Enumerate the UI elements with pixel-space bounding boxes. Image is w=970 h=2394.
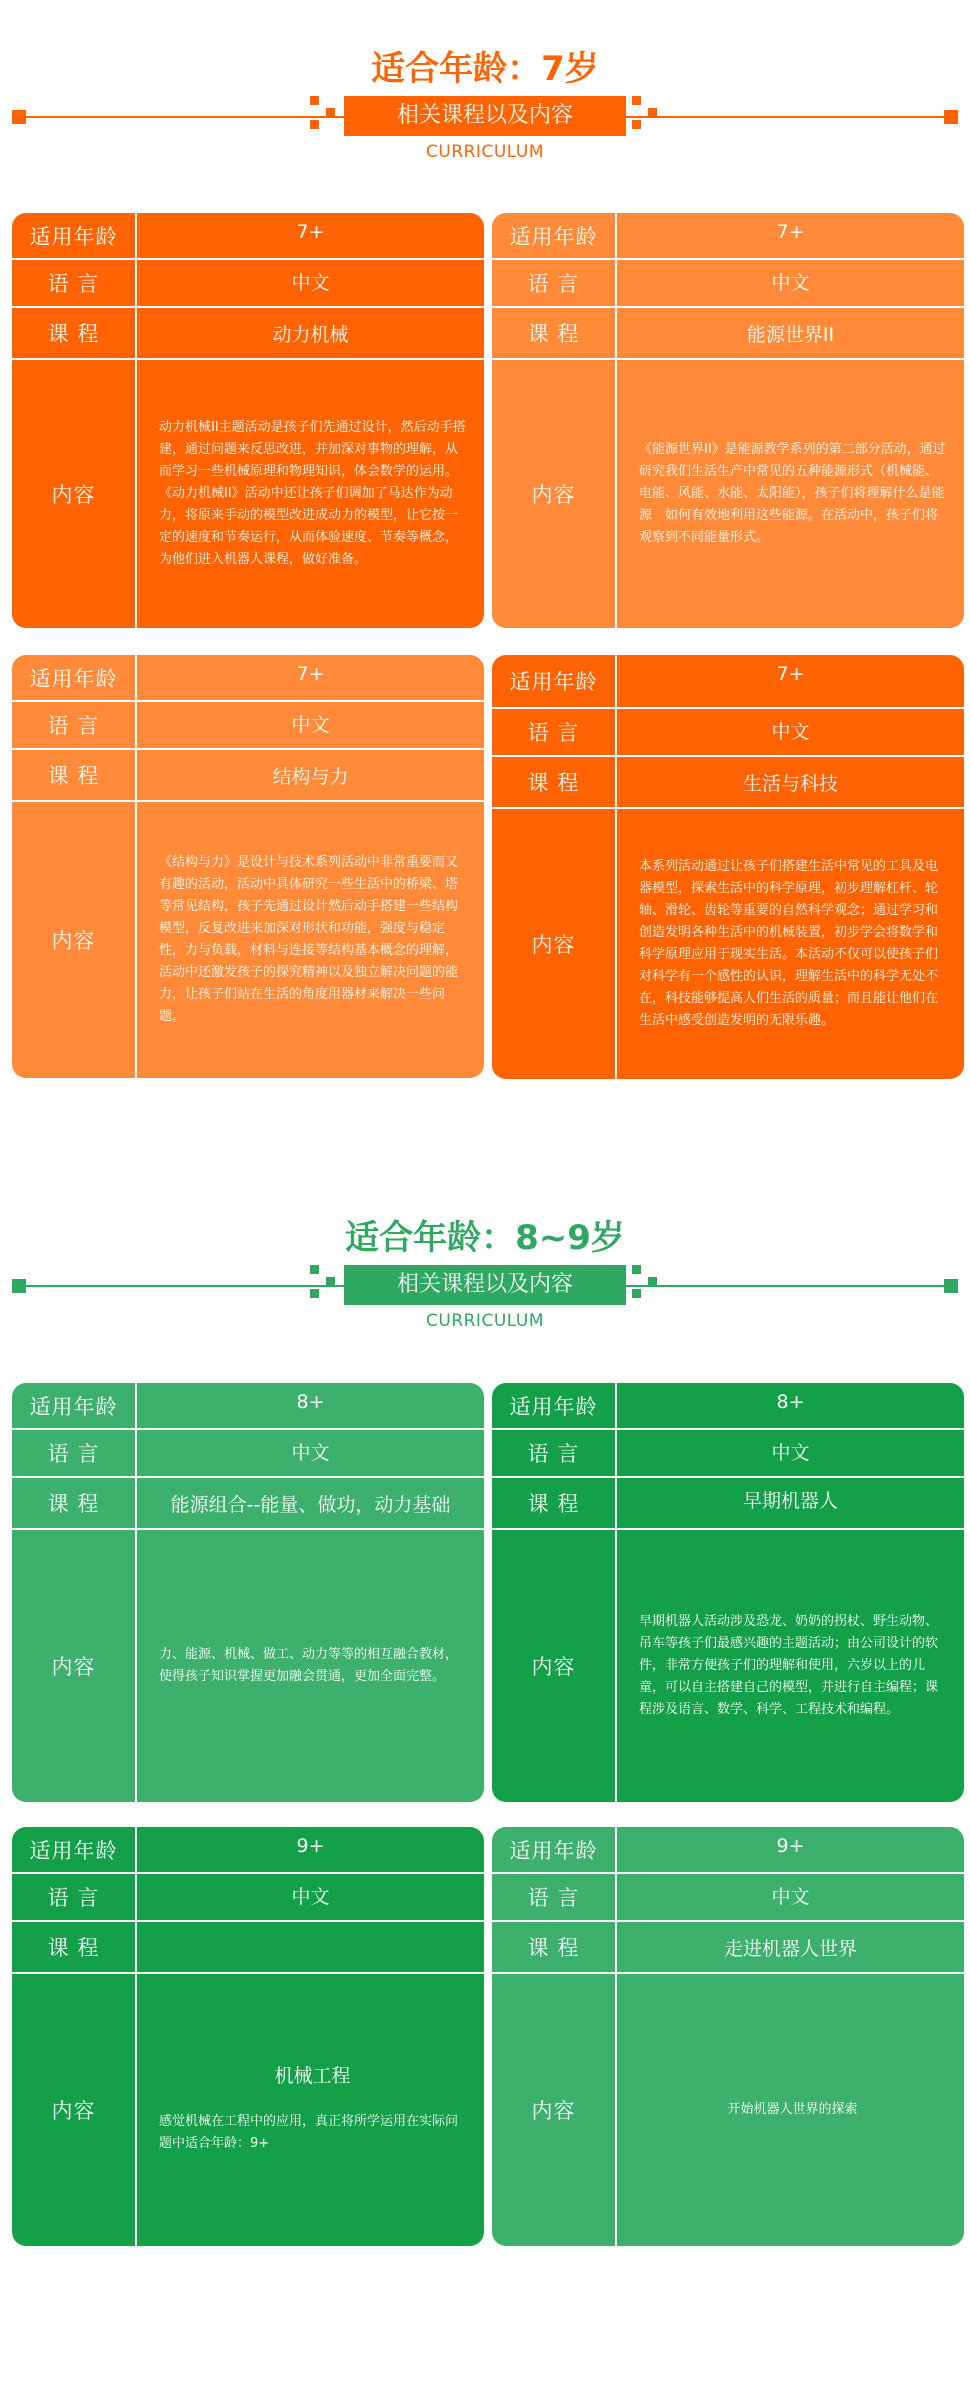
language-row [12, 260, 484, 308]
language-value: 中文 [291, 714, 330, 736]
age-label: 适用年龄 [12, 213, 137, 258]
section-banner: 相关课程以及内容 [344, 1265, 626, 1305]
course-card [492, 1827, 964, 2246]
course-value: 生活与科技 [742, 772, 838, 795]
language-row [492, 1874, 964, 1922]
language-label: 语 言 [12, 1430, 137, 1476]
content-text: 本系列活动通过让孩子们搭建生活中常见的工具及电器模型，探索生活中的科学原理，初步理解杠杆、轮轴、滑轮、齿轮等重要的自然科学观念；通过学习和创造发明各种生活中的机械装置，初步学会将数学和科学原理应用于现实生活。本活动不仅可以使孩子们对科学有一个感性的认识，理解生活中的科学无处不在，科技能够提高人们生活的质量；而且能让他们在生活中感受创造发明的无限乐趣。 [639, 859, 939, 1028]
age-value: 9+ [776, 1835, 805, 1857]
section-banner: 相关课程以及内容 [344, 96, 626, 136]
age-label: 适用年龄 [492, 213, 617, 258]
course-label: 课 程 [12, 750, 137, 800]
course-label: 课 程 [12, 308, 137, 358]
content-wrap [159, 2065, 466, 2155]
course-value: 动力机械 [272, 323, 349, 346]
age-row [492, 1383, 964, 1430]
course-value [137, 1922, 484, 1972]
pixel-decoration [632, 120, 641, 129]
language-value: 中文 [771, 1886, 810, 1908]
language-label: 语 言 [492, 260, 617, 306]
course-value: 能源世界II [746, 323, 835, 346]
pixel-decoration [648, 1277, 657, 1286]
language-value: 中文 [771, 272, 810, 294]
course-row [492, 308, 964, 360]
age-label: 适用年龄 [12, 655, 137, 700]
course-value: 能源组合--能量、做功，动力基础 [170, 1493, 451, 1516]
language-value: 中文 [291, 1886, 330, 1908]
course-row [492, 1478, 964, 1530]
divider-dot-left [12, 1279, 26, 1293]
content-text: 感觉机械在工程中的应用，真正将所学运用在实际问题中适合年龄：9+ [159, 2114, 459, 2151]
language-label: 语 言 [492, 709, 617, 755]
language-value: 中文 [291, 1442, 330, 1464]
language-row [492, 260, 964, 308]
course-card [492, 1383, 964, 1802]
age-label: 适用年龄 [492, 1827, 617, 1872]
content-label: 内容 [492, 1530, 617, 1802]
language-value: 中文 [291, 272, 330, 294]
age-row [492, 1827, 964, 1874]
age-row [12, 213, 484, 260]
language-value: 中文 [771, 721, 810, 743]
content-row [12, 360, 484, 628]
content-text: 力、能源、机械、做工、动力等等的相互融合教材，使得孩子知识掌握更加融会贯通，更加全面完整。 [159, 1647, 459, 1684]
language-label: 语 言 [12, 260, 137, 306]
language-row [12, 1874, 484, 1922]
section-title: 适合年龄：7岁 [371, 49, 599, 89]
course-value: 结构与力 [272, 765, 349, 788]
course-label: 课 程 [492, 757, 617, 807]
age-label: 适用年龄 [12, 1827, 137, 1872]
content-heading: 机械工程 [274, 2065, 351, 2087]
course-row [492, 1922, 964, 1974]
course-row [12, 308, 484, 360]
language-label: 语 言 [492, 1430, 617, 1476]
pixel-decoration [326, 1277, 335, 1286]
age-value: 7+ [776, 221, 805, 243]
course-row [492, 757, 964, 809]
age-value: 8+ [776, 1391, 805, 1413]
divider-dot-right [944, 110, 958, 124]
content-label: 内容 [492, 360, 617, 628]
course-value: 走进机器人世界 [723, 1937, 857, 1960]
age-row [12, 1827, 484, 1874]
content-row [12, 1974, 484, 2246]
age-row [492, 655, 964, 709]
section-subtitle: CURRICULUM [426, 142, 544, 162]
content-label: 内容 [12, 802, 137, 1078]
age-label: 适用年龄 [492, 655, 617, 707]
age-label: 适用年龄 [492, 1383, 617, 1428]
course-label: 课 程 [12, 1922, 137, 1972]
pixel-decoration [648, 108, 657, 117]
course-label: 课 程 [492, 1922, 617, 1972]
content-label: 内容 [492, 1974, 617, 2246]
section-subtitle: CURRICULUM [426, 1311, 544, 1331]
content-text: 早期机器人活动涉及恐龙、奶奶的拐杖、野生动物、吊车等孩子们最感兴趣的主题活动；由公司设计的软件，非常方便孩子们的理解和使用，六岁以上的儿童，可以自主搭建自己的模型，并进行自主编程；课程涉及语言、数学、科学、工程技术和编程。 [639, 1614, 939, 1717]
content-cell [137, 1974, 484, 2246]
pixel-decoration [632, 96, 641, 105]
content-label: 内容 [12, 1530, 137, 1802]
pixel-decoration [326, 108, 335, 117]
pixel-decoration [632, 1265, 641, 1274]
course-label: 课 程 [492, 1478, 617, 1528]
divider-dot-right [944, 1279, 958, 1293]
language-value: 中文 [771, 1442, 810, 1464]
content-row [492, 360, 964, 628]
divider-dot-left [12, 110, 26, 124]
language-label: 语 言 [12, 1874, 137, 1920]
course-card [12, 213, 484, 628]
content-row [492, 1974, 964, 2246]
course-card [12, 1827, 484, 2246]
pixel-decoration [310, 120, 319, 129]
age-row [492, 213, 964, 260]
pixel-decoration [310, 1289, 319, 1298]
content-text: 《能源世界II》是能源教学系列的第二部分活动，通过研究我们生活生产中常见的五种能源形式（机械能、电能、风能、水能、太阳能），孩子们将理解什么是能源 如何有效地利用这些能源。在活动中，孩子们将观察到不同能量形式。 [639, 442, 946, 545]
section-title: 适合年龄：8~9岁 [345, 1218, 625, 1258]
content-label: 内容 [12, 360, 137, 628]
course-value: 早期机器人 [742, 1490, 838, 1512]
content-text: 开始机器人世界的探索 [727, 2102, 858, 2117]
age-value: 7+ [296, 663, 325, 685]
age-value: 7+ [296, 221, 325, 243]
course-card [12, 655, 484, 1078]
age-row [12, 655, 484, 702]
content-row [492, 809, 964, 1079]
age-value: 8+ [296, 1391, 325, 1413]
course-card [12, 1383, 484, 1802]
course-row [12, 750, 484, 802]
content-text: 动力机械II主题活动是孩子们先通过设计，然后动手搭建，通过问题来反思改进，并加深对事物的理解，从而学习一些机械原理和物理知识，体会数学的运用。《动力机械II》活动中还让孩子们调加了马达作为动力，将原来手动的模型改进成动力的模型，让它按一定的速度和节奏运行，从而体验速度、节奏等概念，为他们进入机器人课程，做好准备。 [159, 420, 466, 567]
age-value: 7+ [776, 663, 805, 685]
age-value: 9+ [296, 1835, 325, 1857]
pixel-decoration [310, 96, 319, 105]
language-row [492, 709, 964, 757]
course-row [12, 1478, 484, 1530]
section-header-8-9 [0, 1213, 970, 1343]
course-label: 课 程 [12, 1478, 137, 1528]
pixel-decoration [632, 1289, 641, 1298]
language-label: 语 言 [12, 702, 137, 748]
content-text: 《结构与力》是设计与技术系列活动中非常重要而又有趣的活动，活动中具体研究一些生活中的桥梁、塔等常见结构，孩子先通过设计然后动手搭建一些结构模型，反复改进来加深对形状和功能，强度与稳定性，力与负载，材料与连接等结构基本概念的理解，活动中还激发孩子的探究精神以及独立解决问题的能力，让孩子们站在生活的角度用器材来解决一些问题。 [159, 855, 459, 1024]
course-row [12, 1922, 484, 1974]
language-label: 语 言 [492, 1874, 617, 1920]
pixel-decoration [310, 1265, 319, 1274]
age-row [12, 1383, 484, 1430]
course-label: 课 程 [492, 308, 617, 358]
content-row [12, 802, 484, 1078]
course-card [492, 213, 964, 628]
content-label: 内容 [12, 1974, 137, 2246]
age-label: 适用年龄 [12, 1383, 137, 1428]
content-label: 内容 [492, 809, 617, 1079]
content-row [12, 1530, 484, 1802]
course-card [492, 655, 964, 1079]
language-row [12, 1430, 484, 1478]
content-row [492, 1530, 964, 1802]
section-header-7 [0, 44, 970, 174]
language-row [12, 702, 484, 750]
language-row [492, 1430, 964, 1478]
